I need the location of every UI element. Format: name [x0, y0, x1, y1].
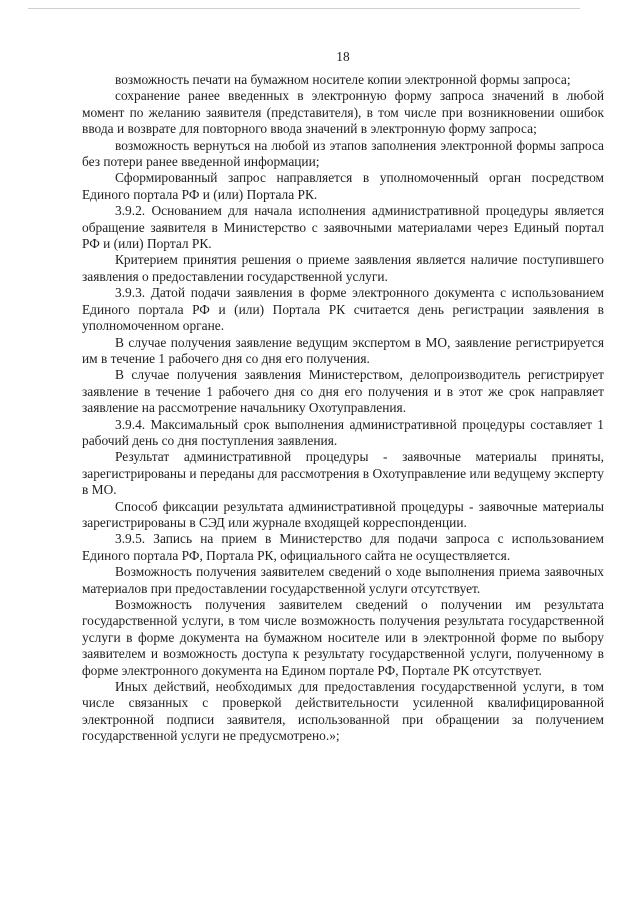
paragraph-procedure-result: Результат административной процедуры - заявочные материалы приняты, зарегистрированы и переданы для рассмотрения в Охотуправление или ведущему эксперту в МО.	[82, 449, 604, 498]
paragraph-expert-registration: В случае получения заявление ведущим экспертом в МО, заявление регистрируется им в течение 1 рабочего дня со дня его получения.	[82, 334, 604, 366]
paragraph-acceptance-criterion: Критерием принятия решения о приеме заявления является наличие поступившего заявления о предоставлении государственной услуги.	[82, 252, 604, 284]
paragraph-3-9-3: 3.9.3. Датой подачи заявления в форме электронного документа с использованием Единого портала РФ и (или) Портала РК считается день регистрации заявления в уполномоченном органе.	[82, 285, 604, 334]
paragraph-request-sent: Сформированный запрос направляется в уполномоченный орган посредством Единого портала РФ и (или) Портала РК.	[82, 170, 604, 202]
paragraph-return-to-step: возможность вернуться на любой из этапов заполнения электронной формы запроса без потери ранее введенной информации;	[82, 137, 604, 170]
paragraph-3-9-2: 3.9.2. Основанием для начала исполнения административной процедуры является обращение заявителя в Министерство с заявочными материалами через Единый портал РФ и (или) Портал РК.	[82, 203, 604, 252]
paragraph-progress-info: Возможность получения заявителем сведений о ходе выполнения приема заявочных материалов при предоставлении государственной услуги отсутствует.	[82, 564, 604, 596]
paragraph-other-actions: Иных действий, необходимых для предоставления государственной услуги, в том числе связанных с проверкой действительности усиленной квалифицированной электронной подписи заявителя, использованной при обращении за получением государственной услуги не предусмотрено.»;	[82, 679, 604, 744]
paragraph-print-copy: возможность печати на бумажном носителе копии электронной формы запроса;	[115, 72, 571, 87]
page-number: 18	[336, 49, 350, 64]
paragraph-result-info: Возможность получения заявителем сведений о получении им результата государственной услуги, в том числе возможность получения результата государственной услуги в форме документа на бумажном носителе или в электронной форме по выбору заявителем и возможность доступа к результату государственной услуги, полученному в форме электронного документа на Едином портале РФ, Портале РК отсутствует.	[82, 597, 604, 678]
scan-top-edge-line	[28, 8, 580, 9]
paragraph-3-9-5: 3.9.5. Запись на прием в Министерство для подачи запроса с использованием Единого портала РФ, Портала РК, официального сайта не осуществляется.	[82, 531, 604, 563]
paragraph-fixation-method: Способ фиксации результата административной процедуры - заявочные материалы зарегистрированы в СЭД или журнале входящей корреспонденции.	[82, 498, 604, 530]
paragraph-ministry-registration: В случае получения заявления Министерством, делопроизводитель регистрирует заявление в течение 1 рабочего дня со дня его получения и в этот же срок направляет заявление на рассмотрение начальнику Охотуправления.	[82, 367, 604, 416]
paragraph-save-values: сохранение ранее введенных в электронную форму запроса значений в любой момент по желанию заявителя (представителя), в том числе при возникновении ошибок ввода и возврате для повторного ввода значений в электронную форму запроса;	[82, 88, 604, 137]
paragraph-3-9-4: 3.9.4. Максимальный срок выполнения административной процедуры составляет 1 рабочий день со дня поступления заявления.	[82, 416, 604, 448]
document-body	[82, 72, 604, 745]
